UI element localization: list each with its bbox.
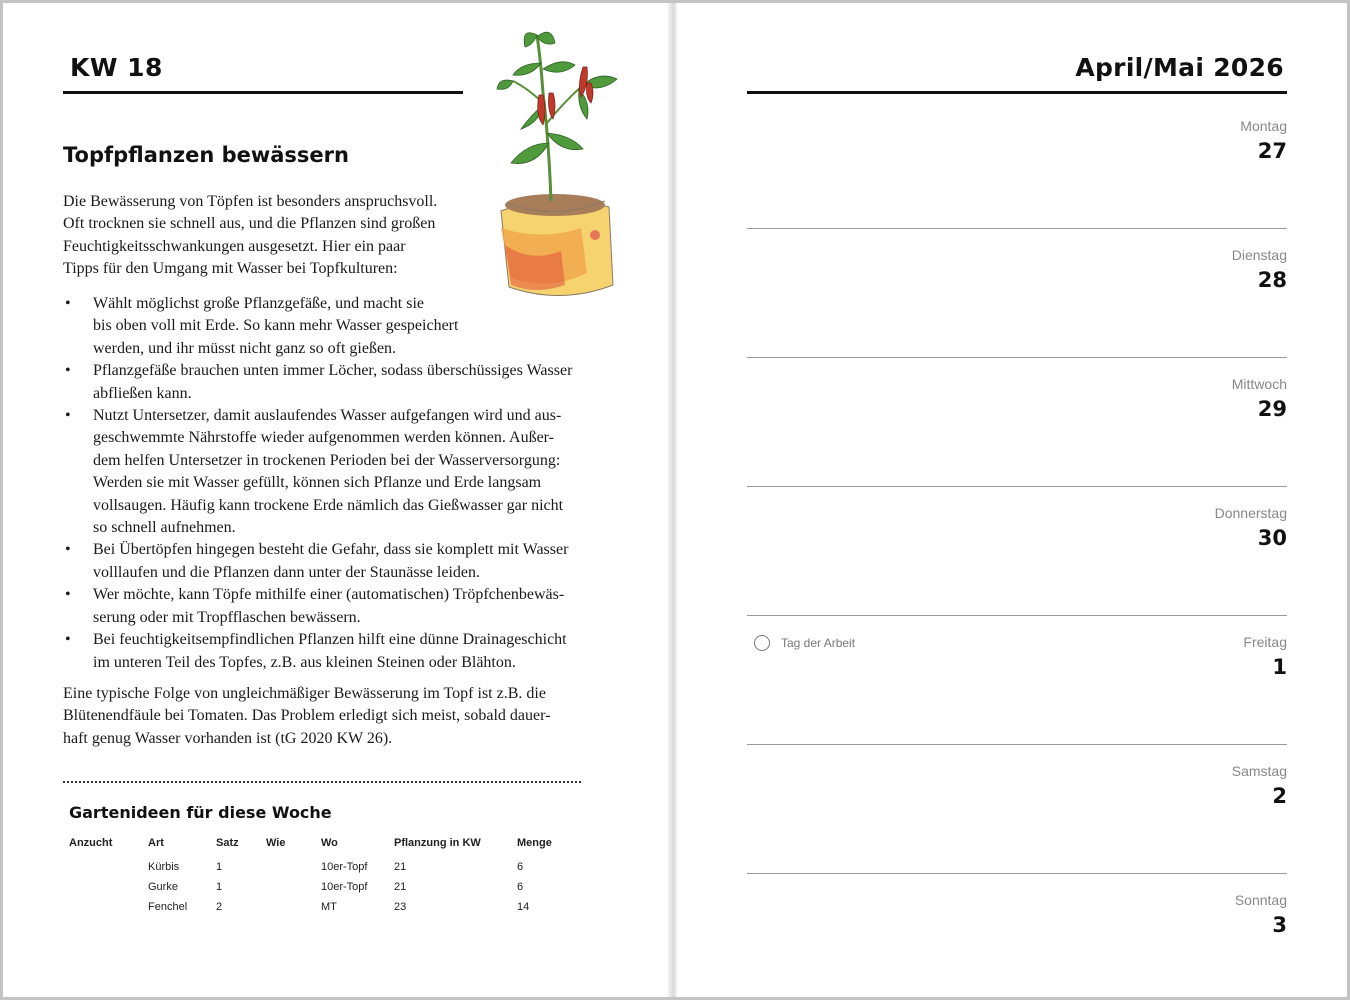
tip-line: • Wählt möglichst große Pflanzgefäße, und macht sie bbox=[93, 295, 425, 312]
tip-line: dem helfen Untersetzer in trockenen Perioden bei der Wasserversorgung: bbox=[93, 451, 561, 469]
tip-line: • Bei feuchtigkeitsempfindlichen Pflanzen hilft eine dünne Drainageschicht bbox=[93, 631, 567, 649]
day-number: 27 bbox=[1257, 139, 1287, 163]
table-row bbox=[69, 897, 577, 917]
column-header: Art bbox=[148, 837, 164, 849]
day-name: Montag bbox=[1240, 118, 1287, 134]
day-number: 1 bbox=[1272, 655, 1287, 679]
day-name: Mittwoch bbox=[1231, 376, 1287, 392]
table-cell: Kürbis bbox=[148, 861, 180, 873]
tip-line: • Pflanzgefäße brauchen unten immer Löcher, sodass überschüssiges Wasser bbox=[93, 362, 573, 380]
tip-line: so schnell aufnehmen. bbox=[93, 519, 236, 537]
day-slot-sunday[interactable] bbox=[747, 874, 1287, 984]
column-header: Pflanzung in KW bbox=[394, 837, 481, 849]
table-cell bbox=[266, 877, 321, 897]
day-number: 2 bbox=[1272, 784, 1287, 808]
table-cell: 1 bbox=[216, 881, 223, 893]
table-cell: 6 bbox=[517, 881, 524, 893]
table-cell: MT bbox=[321, 901, 337, 913]
table-row bbox=[69, 877, 577, 897]
holiday-label: Tag der Arbeit bbox=[781, 636, 856, 650]
article-title: Topfpflanzen bewässern bbox=[63, 143, 349, 167]
circle-icon bbox=[754, 635, 770, 651]
right-page bbox=[677, 3, 1347, 997]
intro-line: Die Bewässerung von Töpfen ist besonders anspruchsvoll. bbox=[63, 193, 438, 210]
day-slot-wednesday[interactable] bbox=[747, 358, 1287, 487]
day-slot-saturday[interactable] bbox=[747, 745, 1287, 874]
day-name: Sonntag bbox=[1234, 892, 1287, 908]
table-cell: 1 bbox=[216, 861, 223, 873]
intro-line: Feuchtigkeitsschwankungen ausgesetzt. Hier ein paar bbox=[63, 237, 406, 255]
day-number: 30 bbox=[1257, 526, 1287, 550]
tip-line: im unteren Teil des Topfes, z.B. aus kleinen Steinen oder Blähton. bbox=[93, 653, 516, 671]
table-header-row bbox=[69, 837, 577, 857]
tip-item bbox=[63, 584, 611, 629]
day-slot-tuesday[interactable] bbox=[747, 229, 1287, 358]
table-cell: Fenchel bbox=[148, 901, 188, 913]
day-name: Freitag bbox=[1243, 634, 1287, 650]
column-header: Satz bbox=[216, 837, 239, 849]
column-header: Menge bbox=[517, 837, 552, 849]
tip-line: • Bei Übertöpfen hingegen besteht die Gefahr, dass sie komplett mit Wasser bbox=[93, 541, 569, 559]
day-number: 28 bbox=[1257, 268, 1287, 292]
table-cell bbox=[266, 897, 321, 917]
tip-item bbox=[63, 405, 611, 539]
article-intro bbox=[63, 191, 483, 281]
intro-line: Oft trocknen sie schnell aus, und die Pflanzen sind großen bbox=[63, 215, 436, 233]
tip-line: serung oder mit Tropfflaschen bewässern. bbox=[93, 608, 361, 626]
closing-line: Eine typische Folge von ungleichmäßiger Bewässerung im Topf ist z.B. die bbox=[63, 685, 546, 702]
table-cell: 23 bbox=[394, 901, 407, 913]
tip-item bbox=[63, 293, 611, 360]
dotted-divider bbox=[63, 781, 581, 783]
day-number: 29 bbox=[1257, 397, 1287, 421]
table-cell bbox=[69, 857, 148, 877]
table-cell: 10er-Topf bbox=[321, 861, 368, 873]
tip-item bbox=[63, 539, 611, 584]
table-cell bbox=[69, 897, 148, 917]
day-slot-friday[interactable] bbox=[747, 616, 1287, 745]
table-cell: 21 bbox=[394, 861, 407, 873]
week-label: KW 18 bbox=[70, 53, 163, 82]
leaves bbox=[497, 32, 617, 163]
garden-ideas-title: Gartenideen für diese Woche bbox=[69, 803, 332, 822]
left-page bbox=[3, 3, 673, 997]
tip-line: • Wer möchte, kann Töpfe mithilfe einer (automatischen) Tröpfchenbewäs- bbox=[93, 586, 565, 604]
week-rule bbox=[63, 91, 463, 94]
intro-line: Tipps für den Umgang mit Wasser bei Topfkulturen: bbox=[63, 260, 398, 278]
tip-item bbox=[63, 360, 611, 405]
table-row bbox=[69, 857, 577, 877]
table-cell: 14 bbox=[517, 901, 530, 913]
holiday-note bbox=[754, 635, 855, 651]
pot bbox=[501, 194, 613, 296]
tip-item bbox=[63, 629, 611, 674]
tip-line: bis oben voll mit Erde. So kann mehr Wasser gespeichert bbox=[93, 317, 459, 335]
column-header: Wo bbox=[321, 837, 338, 849]
day-name: Samstag bbox=[1231, 763, 1287, 779]
tip-line: Werden sie mit Wasser gefüllt, können sich Pflanze und Erde langsam bbox=[93, 474, 542, 492]
day-name: Dienstag bbox=[1231, 247, 1287, 263]
column-header: Wie bbox=[266, 837, 286, 849]
day-slot-thursday[interactable] bbox=[747, 487, 1287, 616]
tips-list bbox=[63, 293, 611, 674]
tip-line: abfließen kann. bbox=[93, 384, 192, 402]
table-cell: 6 bbox=[517, 861, 524, 873]
stem bbox=[513, 35, 583, 201]
table-cell bbox=[69, 877, 148, 897]
table-cell: 2 bbox=[216, 901, 223, 913]
tip-line: • Nutzt Untersetzer, damit auslaufendes Wasser aufgefangen wird und aus- bbox=[93, 407, 562, 425]
article-closing bbox=[63, 683, 608, 750]
day-number: 3 bbox=[1272, 913, 1287, 937]
tip-line: geschwemmte Nährstoffe wieder aufgenommen werden können. Außer- bbox=[93, 429, 554, 447]
month-rule bbox=[747, 91, 1287, 94]
tip-line: vollsaugen. Häufig kann trockene Erde nämlich das Gießwasser gar nicht bbox=[93, 496, 564, 514]
tip-line: werden, und ihr müsst nicht ganz so oft gießen. bbox=[93, 339, 397, 357]
column-header: Anzucht bbox=[69, 837, 113, 849]
tip-line: volllaufen und die Pflanzen dann unter der Staunässe leiden. bbox=[93, 563, 480, 581]
day-name: Donnerstag bbox=[1214, 505, 1287, 521]
table-cell: Gurke bbox=[148, 881, 178, 893]
table-cell: 10er-Topf bbox=[321, 881, 368, 893]
closing-line: Blütenendfäule bei Tomaten. Das Problem erledigt sich meist, sobald dauer- bbox=[63, 707, 551, 725]
table-cell: 21 bbox=[394, 881, 407, 893]
table-cell bbox=[266, 857, 321, 877]
chili-plant-illustration bbox=[491, 23, 631, 303]
day-slot-monday[interactable] bbox=[747, 100, 1287, 229]
month-label: April/Mai 2026 bbox=[1075, 53, 1284, 82]
garden-ideas-table bbox=[69, 837, 577, 917]
closing-line: haft genug Wasser vorhanden ist (tG 2020 KW 26). bbox=[63, 729, 393, 747]
